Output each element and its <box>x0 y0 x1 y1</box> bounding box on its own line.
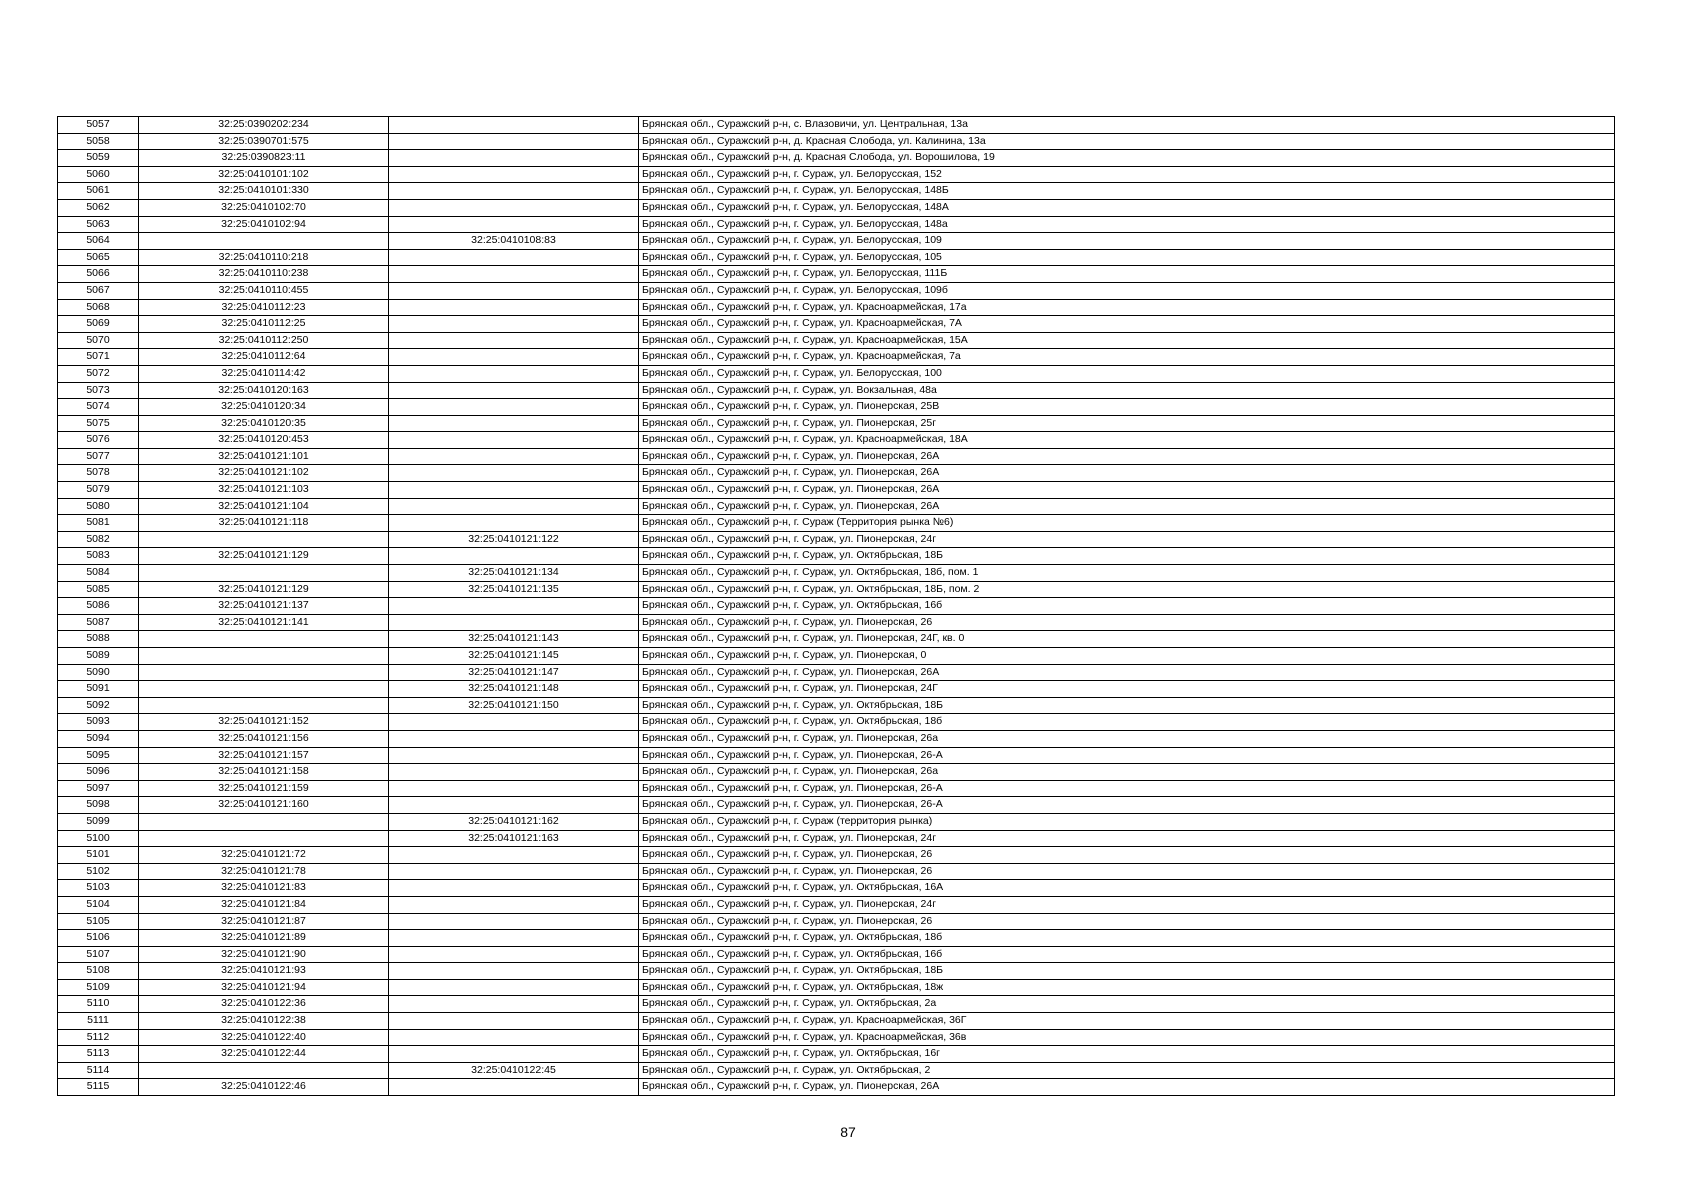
cadastral-number-land <box>139 813 389 830</box>
address-cell: Брянская обл., Суражский р-н, г. Сураж, ул. Пионерская, 24Г <box>639 681 1615 698</box>
table-row <box>58 979 1615 996</box>
table-row <box>58 482 1615 499</box>
cadastral-number-land: 32:25:0410122:38 <box>139 1013 389 1030</box>
cadastral-number-land: 32:25:0410110:218 <box>139 249 389 266</box>
table-row <box>58 896 1615 913</box>
cadastral-number-building <box>389 913 639 930</box>
address-cell: Брянская обл., Суражский р-н, г. Сураж, ул. Красноармейская, 36в <box>639 1029 1615 1046</box>
row-number: 5101 <box>58 847 139 864</box>
cadastral-number-building <box>389 150 639 167</box>
cadastral-number-land: 32:25:0410121:118 <box>139 515 389 532</box>
row-number: 5070 <box>58 332 139 349</box>
cadastral-number-building <box>389 382 639 399</box>
table-row <box>58 415 1615 432</box>
table-row <box>58 996 1615 1013</box>
cadastral-number-land: 32:25:0390202:234 <box>139 117 389 134</box>
cadastral-number-land: 32:25:0410121:78 <box>139 863 389 880</box>
table-row <box>58 565 1615 582</box>
address-cell: Брянская обл., Суражский р-н, г. Сураж, ул. Пионерская, 26 <box>639 847 1615 864</box>
address-cell: Брянская обл., Суражский р-н, г. Сураж, ул. Белорусская, 148а <box>639 216 1615 233</box>
cadastral-number-building <box>389 1029 639 1046</box>
table-row <box>58 714 1615 731</box>
address-cell: Брянская обл., Суражский р-н, г. Сураж, ул. Пионерская, 26-А <box>639 747 1615 764</box>
cadastral-number-land: 32:25:0410121:157 <box>139 747 389 764</box>
cadastral-number-land: 32:25:0410112:250 <box>139 332 389 349</box>
address-cell: Брянская обл., Суражский р-н, г. Сураж, ул. Белорусская, 152 <box>639 166 1615 183</box>
row-number: 5061 <box>58 183 139 200</box>
address-cell: Брянская обл., Суражский р-н, г. Сураж, ул. Октябрьская, 18Б <box>639 697 1615 714</box>
cadastral-number-building <box>389 946 639 963</box>
cadastral-number-land <box>139 531 389 548</box>
row-number: 5096 <box>58 764 139 781</box>
row-number: 5062 <box>58 199 139 216</box>
row-number: 5098 <box>58 797 139 814</box>
cadastral-number-land: 32:25:0410112:23 <box>139 299 389 316</box>
table-row <box>58 133 1615 150</box>
table-row <box>58 249 1615 266</box>
table-row <box>58 631 1615 648</box>
row-number: 5087 <box>58 614 139 631</box>
cadastral-number-land: 32:25:0410121:129 <box>139 581 389 598</box>
row-number: 5109 <box>58 979 139 996</box>
row-number: 5080 <box>58 498 139 515</box>
cadastral-number-land: 32:25:0410121:84 <box>139 896 389 913</box>
row-number: 5097 <box>58 780 139 797</box>
row-number: 5114 <box>58 1062 139 1079</box>
table-row <box>58 847 1615 864</box>
table-row <box>58 764 1615 781</box>
address-cell: Брянская обл., Суражский р-н, г. Сураж, ул. Пионерская, 26А <box>639 482 1615 499</box>
cadastral-number-building <box>389 465 639 482</box>
table-row <box>58 117 1615 134</box>
cadastral-number-building <box>389 166 639 183</box>
cadastral-number-building <box>389 747 639 764</box>
table-row <box>58 548 1615 565</box>
address-cell: Брянская обл., Суражский р-н, г. Сураж, ул. Пионерская, 24Г, кв. 0 <box>639 631 1615 648</box>
cadastral-number-land: 32:25:0410121:159 <box>139 780 389 797</box>
cadastral-number-building <box>389 415 639 432</box>
address-cell: Брянская обл., Суражский р-н, г. Сураж, ул. Октябрьская, 16б <box>639 598 1615 615</box>
cadastral-number-land <box>139 1062 389 1079</box>
table-row <box>58 581 1615 598</box>
table-row <box>58 780 1615 797</box>
cadastral-number-building <box>389 216 639 233</box>
row-number: 5113 <box>58 1046 139 1063</box>
table-row <box>58 531 1615 548</box>
cadastral-number-building <box>389 714 639 731</box>
cadastral-number-land: 32:25:0410121:101 <box>139 448 389 465</box>
cadastral-number-building <box>389 1013 639 1030</box>
cadastral-number-building <box>389 399 639 416</box>
address-cell: Брянская обл., Суражский р-н, д. Красная Слобода, ул. Ворошилова, 19 <box>639 150 1615 167</box>
cadastral-number-land <box>139 681 389 698</box>
table-row <box>58 399 1615 416</box>
address-cell: Брянская обл., Суражский р-н, г. Сураж, ул. Белорусская, 148Б <box>639 183 1615 200</box>
cadastral-number-land: 32:25:0410122:36 <box>139 996 389 1013</box>
cadastral-number-building <box>389 863 639 880</box>
table-row <box>58 166 1615 183</box>
row-number: 5063 <box>58 216 139 233</box>
page-number: 87 <box>840 1124 856 1140</box>
cadastral-number-land: 32:25:0410121:89 <box>139 930 389 947</box>
address-cell: Брянская обл., Суражский р-н, г. Сураж, ул. Белорусская, 109 <box>639 233 1615 250</box>
cadastral-number-land: 32:25:0390823:11 <box>139 150 389 167</box>
cadastral-number-building: 32:25:0410121:145 <box>389 648 639 665</box>
cadastral-number-building <box>389 614 639 631</box>
cadastral-number-building <box>389 1046 639 1063</box>
row-number: 5067 <box>58 282 139 299</box>
cadastral-number-building <box>389 797 639 814</box>
address-cell: Брянская обл., Суражский р-н, г. Сураж, ул. Красноармейская, 36Г <box>639 1013 1615 1030</box>
table-row <box>58 448 1615 465</box>
row-number: 5075 <box>58 415 139 432</box>
cadastral-number-land <box>139 565 389 582</box>
cadastral-number-land: 32:25:0410121:141 <box>139 614 389 631</box>
cadastral-number-land: 32:25:0410121:72 <box>139 847 389 864</box>
cadastral-number-building <box>389 117 639 134</box>
address-cell: Брянская обл., Суражский р-н, г. Сураж, ул. Пионерская, 24г <box>639 896 1615 913</box>
row-number: 5074 <box>58 399 139 416</box>
address-cell: Брянская обл., Суражский р-н, г. Сураж, ул. Вокзальная, 48а <box>639 382 1615 399</box>
table-row <box>58 930 1615 947</box>
cadastral-number-land: 32:25:0410120:163 <box>139 382 389 399</box>
cadastral-number-building <box>389 349 639 366</box>
address-cell: Брянская обл., Суражский р-н, г. Сураж, ул. Пионерская, 26А <box>639 448 1615 465</box>
table-row <box>58 664 1615 681</box>
row-number: 5068 <box>58 299 139 316</box>
cadastral-number-land: 32:25:0410112:25 <box>139 316 389 333</box>
cadastral-number-land: 32:25:0410102:70 <box>139 199 389 216</box>
address-cell: Брянская обл., Суражский р-н, г. Сураж, ул. Белорусская, 105 <box>639 249 1615 266</box>
cadastral-number-land <box>139 648 389 665</box>
table-row <box>58 830 1615 847</box>
cadastral-number-building <box>389 780 639 797</box>
table-row <box>58 266 1615 283</box>
address-cell: Брянская обл., Суражский р-н, г. Сураж, ул. Октябрьская, 18б <box>639 930 1615 947</box>
table-row <box>58 1079 1615 1096</box>
row-number: 5082 <box>58 531 139 548</box>
row-number: 5094 <box>58 730 139 747</box>
cadastral-number-building <box>389 548 639 565</box>
address-cell: Брянская обл., Суражский р-н, г. Сураж (территория рынка) <box>639 813 1615 830</box>
row-number: 5065 <box>58 249 139 266</box>
cadastral-number-building <box>389 332 639 349</box>
cadastral-number-land: 32:25:0410122:40 <box>139 1029 389 1046</box>
cadastral-number-building: 32:25:0410121:147 <box>389 664 639 681</box>
table-row <box>58 1029 1615 1046</box>
cadastral-number-building <box>389 199 639 216</box>
cadastral-number-building <box>389 183 639 200</box>
cadastral-number-land: 32:25:0410112:64 <box>139 349 389 366</box>
cadastral-number-land: 32:25:0410121:93 <box>139 963 389 980</box>
cadastral-number-land: 32:25:0410121:158 <box>139 764 389 781</box>
row-number: 5085 <box>58 581 139 598</box>
cadastral-number-building: 32:25:0410121:148 <box>389 681 639 698</box>
row-number: 5077 <box>58 448 139 465</box>
table-row <box>58 332 1615 349</box>
row-number: 5093 <box>58 714 139 731</box>
cadastral-number-building <box>389 448 639 465</box>
table-row <box>58 1013 1615 1030</box>
registry-table <box>57 116 1615 1096</box>
cadastral-number-land <box>139 830 389 847</box>
address-cell: Брянская обл., Суражский р-н, г. Сураж, ул. Пионерская, 26 <box>639 614 1615 631</box>
row-number: 5115 <box>58 1079 139 1096</box>
address-cell: Брянская обл., Суражский р-н, г. Сураж, ул. Октябрьская, 18Б <box>639 963 1615 980</box>
table-row <box>58 199 1615 216</box>
table-row <box>58 349 1615 366</box>
row-number: 5066 <box>58 266 139 283</box>
row-number: 5083 <box>58 548 139 565</box>
row-number: 5078 <box>58 465 139 482</box>
table-row <box>58 598 1615 615</box>
table-row <box>58 614 1615 631</box>
table-row <box>58 863 1615 880</box>
cadastral-number-building <box>389 299 639 316</box>
registry-table-body <box>58 117 1615 1096</box>
cadastral-number-building: 32:25:0410121:134 <box>389 565 639 582</box>
address-cell: Брянская обл., Суражский р-н, г. Сураж, ул. Октябрьская, 16г <box>639 1046 1615 1063</box>
address-cell: Брянская обл., Суражский р-н, г. Сураж, ул. Октябрьская, 16б <box>639 946 1615 963</box>
cadastral-number-building: 32:25:0410121:143 <box>389 631 639 648</box>
row-number: 5100 <box>58 830 139 847</box>
address-cell: Брянская обл., Суражский р-н, г. Сураж, ул. Пионерская, 26-А <box>639 780 1615 797</box>
address-cell: Брянская обл., Суражский р-н, г. Сураж, ул. Пионерская, 26 <box>639 913 1615 930</box>
cadastral-number-building <box>389 996 639 1013</box>
cadastral-number-land: 32:25:0410121:102 <box>139 465 389 482</box>
address-cell: Брянская обл., Суражский р-н, г. Сураж, ул. Красноармейская, 7а <box>639 349 1615 366</box>
cadastral-number-land: 32:25:0410120:453 <box>139 432 389 449</box>
row-number: 5079 <box>58 482 139 499</box>
address-cell: Брянская обл., Суражский р-н, г. Сураж, ул. Пионерская, 26 <box>639 863 1615 880</box>
table-row <box>58 216 1615 233</box>
row-number: 5088 <box>58 631 139 648</box>
row-number: 5076 <box>58 432 139 449</box>
cadastral-number-land: 32:25:0410110:455 <box>139 282 389 299</box>
row-number: 5073 <box>58 382 139 399</box>
address-cell: Брянская обл., Суражский р-н, г. Сураж, ул. Пионерская, 26А <box>639 1079 1615 1096</box>
cadastral-number-building: 32:25:0410121:150 <box>389 697 639 714</box>
row-number: 5108 <box>58 963 139 980</box>
row-number: 5089 <box>58 648 139 665</box>
row-number: 5104 <box>58 896 139 913</box>
cadastral-number-land: 32:25:0410121:94 <box>139 979 389 996</box>
cadastral-number-land: 32:25:0410101:330 <box>139 183 389 200</box>
address-cell: Брянская обл., Суражский р-н, г. Сураж, ул. Белорусская, 100 <box>639 365 1615 382</box>
address-cell: Брянская обл., Суражский р-н, г. Сураж, ул. Красноармейская, 15А <box>639 332 1615 349</box>
table-row <box>58 465 1615 482</box>
cadastral-number-land: 32:25:0410121:87 <box>139 913 389 930</box>
cadastral-number-land <box>139 631 389 648</box>
table-row <box>58 1062 1615 1079</box>
cadastral-number-land: 32:25:0410114:42 <box>139 365 389 382</box>
address-cell: Брянская обл., Суражский р-н, г. Сураж, ул. Октябрьская, 18Б <box>639 548 1615 565</box>
cadastral-number-land: 32:25:0410122:46 <box>139 1079 389 1096</box>
row-number: 5095 <box>58 747 139 764</box>
cadastral-number-building: 32:25:0410121:135 <box>389 581 639 598</box>
address-cell: Брянская обл., Суражский р-н, г. Сураж, ул. Октябрьская, 2 <box>639 1062 1615 1079</box>
row-number: 5102 <box>58 863 139 880</box>
cadastral-number-land: 32:25:0410110:238 <box>139 266 389 283</box>
table-row <box>58 913 1615 930</box>
cadastral-number-building <box>389 133 639 150</box>
cadastral-number-building <box>389 730 639 747</box>
row-number: 5072 <box>58 365 139 382</box>
row-number: 5071 <box>58 349 139 366</box>
table-row <box>58 648 1615 665</box>
cadastral-number-land: 32:25:0410121:90 <box>139 946 389 963</box>
cadastral-number-building <box>389 282 639 299</box>
cadastral-number-land: 32:25:0410121:160 <box>139 797 389 814</box>
cadastral-number-building <box>389 847 639 864</box>
row-number: 5099 <box>58 813 139 830</box>
row-number: 5090 <box>58 664 139 681</box>
cadastral-number-building <box>389 598 639 615</box>
address-cell: Брянская обл., Суражский р-н, г. Сураж, ул. Белорусская, 148А <box>639 199 1615 216</box>
table-row <box>58 946 1615 963</box>
address-cell: Брянская обл., Суражский р-н, г. Сураж (Территория рынка №6) <box>639 515 1615 532</box>
cadastral-number-building <box>389 515 639 532</box>
cadastral-number-land: 32:25:0410102:94 <box>139 216 389 233</box>
address-cell: Брянская обл., Суражский р-н, г. Сураж, ул. Красноармейская, 7А <box>639 316 1615 333</box>
row-number: 5081 <box>58 515 139 532</box>
cadastral-number-land: 32:25:0410120:34 <box>139 399 389 416</box>
address-cell: Брянская обл., Суражский р-н, г. Сураж, ул. Пионерская, 26А <box>639 465 1615 482</box>
row-number: 5091 <box>58 681 139 698</box>
table-row <box>58 382 1615 399</box>
cadastral-number-building <box>389 896 639 913</box>
row-number: 5111 <box>58 1013 139 1030</box>
cadastral-number-land: 32:25:0410120:35 <box>139 415 389 432</box>
cadastral-number-building: 32:25:0410122:45 <box>389 1062 639 1079</box>
table-row <box>58 432 1615 449</box>
cadastral-number-building <box>389 266 639 283</box>
address-cell: Брянская обл., Суражский р-н, г. Сураж, ул. Пионерская, 24г <box>639 531 1615 548</box>
row-number: 5112 <box>58 1029 139 1046</box>
address-cell: Брянская обл., Суражский р-н, г. Сураж, ул. Пионерская, 26А <box>639 498 1615 515</box>
table-row <box>58 150 1615 167</box>
table-row <box>58 730 1615 747</box>
table-row <box>58 813 1615 830</box>
table-row <box>58 498 1615 515</box>
row-number: 5106 <box>58 930 139 947</box>
table-row <box>58 797 1615 814</box>
table-row <box>58 299 1615 316</box>
table-row <box>58 681 1615 698</box>
row-number: 5059 <box>58 150 139 167</box>
cadastral-number-land <box>139 664 389 681</box>
address-cell: Брянская обл., Суражский р-н, г. Сураж, ул. Октябрьская, 2а <box>639 996 1615 1013</box>
address-cell: Брянская обл., Суражский р-н, г. Сураж, ул. Пионерская, 26А <box>639 664 1615 681</box>
row-number: 5107 <box>58 946 139 963</box>
address-cell: Брянская обл., Суражский р-н, г. Сураж, ул. Пионерская, 26а <box>639 764 1615 781</box>
cadastral-number-land: 32:25:0410101:102 <box>139 166 389 183</box>
table-row <box>58 747 1615 764</box>
row-number: 5105 <box>58 913 139 930</box>
cadastral-number-building: 32:25:0410108:83 <box>389 233 639 250</box>
table-row <box>58 880 1615 897</box>
cadastral-number-building <box>389 482 639 499</box>
cadastral-number-land: 32:25:0410121:83 <box>139 880 389 897</box>
cadastral-number-land: 32:25:0410121:137 <box>139 598 389 615</box>
address-cell: Брянская обл., Суражский р-н, г. Сураж, ул. Пионерская, 0 <box>639 648 1615 665</box>
address-cell: Брянская обл., Суражский р-н, г. Сураж, ул. Пионерская, 26а <box>639 730 1615 747</box>
address-cell: Брянская обл., Суражский р-н, г. Сураж, ул. Октябрьская, 16А <box>639 880 1615 897</box>
cadastral-number-building <box>389 249 639 266</box>
table-row <box>58 365 1615 382</box>
cadastral-number-building <box>389 979 639 996</box>
cadastral-number-building <box>389 880 639 897</box>
cadastral-number-building <box>389 1079 639 1096</box>
row-number: 5103 <box>58 880 139 897</box>
address-cell: Брянская обл., Суражский р-н, г. Сураж, ул. Пионерская, 24г <box>639 830 1615 847</box>
address-cell: Брянская обл., Суражский р-н, д. Красная Слобода, ул. Калинина, 13а <box>639 133 1615 150</box>
cadastral-number-land: 32:25:0410121:129 <box>139 548 389 565</box>
address-cell: Брянская обл., Суражский р-н, г. Сураж, ул. Красноармейская, 18А <box>639 432 1615 449</box>
row-number: 5060 <box>58 166 139 183</box>
cadastral-number-building <box>389 498 639 515</box>
cadastral-number-land: 32:25:0410122:44 <box>139 1046 389 1063</box>
table-row <box>58 515 1615 532</box>
address-cell: Брянская обл., Суражский р-н, г. Сураж, ул. Пионерская, 26-А <box>639 797 1615 814</box>
address-cell: Брянская обл., Суражский р-н, г. Сураж, ул. Октябрьская, 18б <box>639 714 1615 731</box>
cadastral-number-building <box>389 764 639 781</box>
address-cell: Брянская обл., Суражский р-н, с. Влазовичи, ул. Центральная, 13а <box>639 117 1615 134</box>
table-row <box>58 233 1615 250</box>
cadastral-number-building <box>389 365 639 382</box>
cadastral-number-land <box>139 697 389 714</box>
cadastral-number-building: 32:25:0410121:122 <box>389 531 639 548</box>
row-number: 5058 <box>58 133 139 150</box>
cadastral-number-land: 32:25:0390701:575 <box>139 133 389 150</box>
cadastral-number-land <box>139 233 389 250</box>
cadastral-number-building: 32:25:0410121:162 <box>389 813 639 830</box>
table-row <box>58 697 1615 714</box>
row-number: 5110 <box>58 996 139 1013</box>
cadastral-number-building: 32:25:0410121:163 <box>389 830 639 847</box>
cadastral-number-land: 32:25:0410121:104 <box>139 498 389 515</box>
address-cell: Брянская обл., Суражский р-н, г. Сураж, ул. Красноармейская, 17а <box>639 299 1615 316</box>
address-cell: Брянская обл., Суражский р-н, г. Сураж, ул. Пионерская, 25г <box>639 415 1615 432</box>
row-number: 5084 <box>58 565 139 582</box>
table-row <box>58 963 1615 980</box>
row-number: 5057 <box>58 117 139 134</box>
cadastral-number-building <box>389 432 639 449</box>
row-number: 5086 <box>58 598 139 615</box>
table-row <box>58 282 1615 299</box>
address-cell: Брянская обл., Суражский р-н, г. Сураж, ул. Пионерская, 25В <box>639 399 1615 416</box>
table-row <box>58 316 1615 333</box>
row-number: 5069 <box>58 316 139 333</box>
table-row <box>58 183 1615 200</box>
address-cell: Брянская обл., Суражский р-н, г. Сураж, ул. Белорусская, 109б <box>639 282 1615 299</box>
address-cell: Брянская обл., Суражский р-н, г. Сураж, ул. Белорусская, 111Б <box>639 266 1615 283</box>
cadastral-number-land: 32:25:0410121:103 <box>139 482 389 499</box>
cadastral-number-building <box>389 316 639 333</box>
address-cell: Брянская обл., Суражский р-н, г. Сураж, ул. Октябрьская, 18Б, пом. 2 <box>639 581 1615 598</box>
row-number: 5064 <box>58 233 139 250</box>
cadastral-number-land: 32:25:0410121:152 <box>139 714 389 731</box>
cadastral-number-building <box>389 963 639 980</box>
address-cell: Брянская обл., Суражский р-н, г. Сураж, ул. Октябрьская, 18б, пом. 1 <box>639 565 1615 582</box>
cadastral-number-building <box>389 930 639 947</box>
cadastral-number-land: 32:25:0410121:156 <box>139 730 389 747</box>
table-row <box>58 1046 1615 1063</box>
address-cell: Брянская обл., Суражский р-н, г. Сураж, ул. Октябрьская, 18ж <box>639 979 1615 996</box>
row-number: 5092 <box>58 697 139 714</box>
